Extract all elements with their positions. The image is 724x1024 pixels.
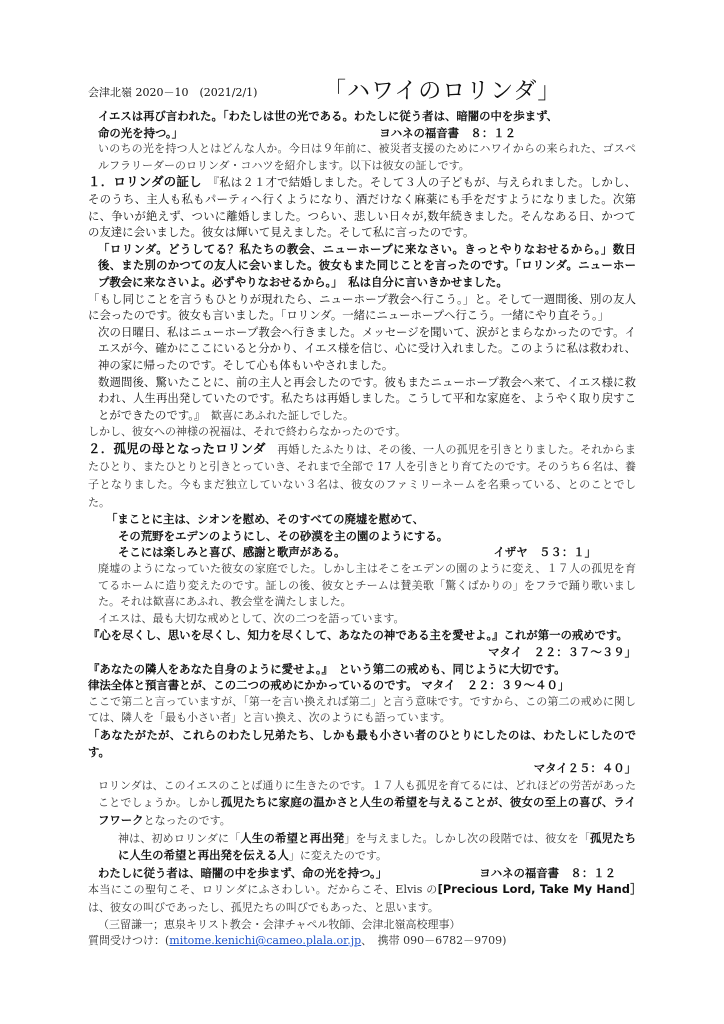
section2-p6c: 」を与えました。しかし次の段階では、彼女を「 — [344, 831, 590, 845]
closing-verse-row — [88, 865, 636, 882]
section2-quote2: その荒野をエデンのようにし、その砂漠を主の園のようにする。 — [118, 528, 449, 543]
phone-number: 、 携帯 090－6782－9709) — [361, 934, 507, 948]
section2-p7a: 本当にこの聖句こそ、ロリンダにふさわしい。だからこそ、Elvis の — [88, 883, 438, 897]
section2-p6 — [88, 830, 636, 865]
intro-verse-ref: ヨハネの福音書 ８：１２ — [379, 125, 516, 140]
section2-cmd1-ref: マタイ ２２：３７～３９」 — [488, 645, 636, 659]
section1-p4: 次の日曜日、私はニューホープ教会へ行きました。メッセージを聞いて、涙がとまらなかったのです。イエスが今、確かにここにいると分かり、イエス様を信じ、心に受け入れました。このように私は救われ、神の家に帰ったのです。そして心も体もいやされました。 — [98, 324, 636, 372]
section2-quote3: そこには楽しみと喜び、感謝と歌声がある。 — [118, 545, 346, 560]
section2-p5a: ロリンダは、このイエスのことば通りに生きたのです。１７人も孤児を育てるには、どれほどの労苦があったことでしょうか。しかし — [98, 778, 636, 810]
section1-p2: 「ロリンダ。どうしてる？私たちの教会、ニューホープに来なさい。きっとやりなおせるから。」数日後、また別のかつての友人に会いました。彼女もまた同じことを言ったのです。「ロリンダ。ニューホープ教会に来なさいよ。必ずやりなおせるから。」 私は自分に言いきかせました。 — [98, 241, 636, 289]
section1-p5 — [88, 374, 636, 425]
section2-p1-text: 再婚したふたりは、その後、一人の孤児を引きとりました。それからまたひとり、またひとりと引きとっていき、それまで全部で 17 人を引きとり育てたのです。そのうち６名は、養子となりました。今もまだ独立していない３名は、彼女のファミリーネームを名乗っている、とのことでした。 — [88, 442, 636, 509]
footer-contact — [88, 933, 636, 950]
closing-verse: わたしに従う者は、暗闇の中を歩まず、命の光を持つ。」 — [98, 865, 388, 880]
article-body — [88, 108, 636, 950]
section2-heading: ２．孤児の母となったロリンダ — [88, 440, 266, 456]
intro-verse-row — [88, 125, 636, 142]
section2-p6e: 」に変えたのです。 — [288, 849, 387, 863]
intro-text: いのちの光を持つ人とはどんな人か。今日は９年前に、被災者支援のためにハワイからの来られた、ゴスペルフラリーダーのロリンダ・コハツを紹介します。以下は彼女の証しです。 — [98, 142, 636, 172]
section1-p5-text: 数週間後、驚いたことに、前の主人と再会したのです。彼もまたニューホープ教会へ来て、イエス様に救われ、人生再出発していたのです。私たちは再婚しました。こうして平和な家庭を、ようやく取り戻すことができたのです。』 — [98, 374, 636, 422]
footer-author: （三留謙一；恵泉キリスト教会・会津チャペル牧師、会津北嶺高校理事） — [98, 917, 461, 931]
section2-p5 — [88, 777, 636, 830]
section1-p3: 「もし同じことを言うもひとりが現れたら、ニューホープ教会へ行こう。」と。そして一週間後、別の友人に会ったのです。彼女も言いました。「ロリンダ。一緒にニューホープへ行こう。一緒にやり直そう。」 — [88, 291, 636, 323]
section2-p5c: となったのです。 — [143, 813, 231, 827]
intro-verse-line2: 命の光を持つ。」 — [98, 125, 183, 140]
section2-quote1: 「まことに主は、シオンを慰め、そのすべての廃墟を慰めて、 — [106, 512, 425, 527]
section2-p5b: 孤児たちに家庭の温かさと人生の希望を与えることが、彼女の至上の喜び、ライフワーク — [98, 795, 636, 827]
section2-q2: 「あなたがたが、これらのわたし兄弟たち、しかも最も小さい者のひとりにしたのは、わたしにしたのです。 — [88, 727, 636, 759]
section2-cmd3-text: 律法全体と預言書とが、この二つの戒めにかかっているのです。 — [88, 678, 418, 693]
section2-p7c: は、彼女の叫びであったし、孤児たちの叫びでもあった、と思います。 — [88, 900, 439, 914]
section2-q2-ref: マタイ２５：４０」 — [533, 761, 636, 776]
section2-p4: ここで第二と言っていますが、「第一を言い換えれば第二」と言う意味です。ですから、この第二の戒めに関しては、隣人を「最も小さい者」と言い換え、次のようにも語っています。 — [88, 694, 636, 725]
email-link[interactable]: mitome.kenichi@cameo.plala.or.jp — [169, 934, 362, 948]
section2-p6a: 神は、初めロリンダに「 — [118, 831, 241, 845]
section2-cmd3-ref: マタイ ２２：３９～４０」 — [421, 678, 570, 693]
section1-p5-tail: 歓喜にあふれた証しでした。 — [211, 408, 355, 422]
section2-p7b: [Precious Lord, Take My Hand］ — [437, 882, 636, 897]
section2-cmd3 — [88, 677, 636, 694]
header — [88, 72, 648, 102]
section2-p3: イエスは、最も大切な戒めとして、次の二つを語っています。 — [98, 611, 405, 625]
contact-label: 質問受けつけ：( — [88, 934, 170, 948]
section2-cmd2: 『あなたの隣人をあなた自身のように愛せよ。』 という第二の戒めも、同じように大切です。 — [88, 661, 566, 676]
closing-verse-ref: ヨハネの福音書 ８：１２ — [479, 865, 616, 880]
section2-p6b: 人生の希望と再出発 — [240, 830, 345, 845]
section2-p1 — [88, 441, 636, 511]
issue-info: 会津北嶺 2020－10 (2021/2/1) — [88, 86, 258, 99]
section2-p2: 廃墟のようになっていた彼女の家庭でした。しかし主はそこをエデンの園のように変え、１７人の孤児を育てるホームに造り変えたのです。証しの後、彼女とチームは賛美歌「驚くばかりの」をフラで踊り歌いました。それは歓喜にあふれ、教会堂を満たしました。 — [98, 562, 636, 609]
section2-p6d: 孤児たちに人生の希望と再出発を伝える人 — [118, 830, 636, 863]
section1-p1-text: 『私は２１才で結婚しました。そして３人の子どもが、与えられました。しかし、そのうち、主人も私もパーティへ行くようになり、酒だけなく麻薬にも手をだすようになりました。次第に、争いが絶えず、ついに離婚しました。つらい、悲しい日々が,数年続きました。そんなある日、かつての友達に会いました。彼女は輝いて見えました。そして私に言ったのです。 — [88, 175, 636, 240]
section1-heading: １．ロリンダの証し — [88, 174, 202, 190]
section2-quote3-row — [88, 544, 636, 561]
section1-p6: しかし、彼女への神様の祝福は、それで終わらなかったのです。 — [88, 425, 407, 439]
page-title: 「ハワイのロリンダ」 — [323, 78, 562, 104]
section2-quote-ref: イザヤ ５３：１」 — [493, 545, 596, 560]
section2-cmd1: 『心を尽くし、思いを尽くし、知力を尽くして、あなたの神である主を愛せよ。』これが第一の戒めです。 — [88, 628, 628, 643]
section2-p7 — [88, 881, 636, 916]
intro-verse-line1: イエスは再び言われた。「わたしは世の光である。わたしに従う者は、暗闇の中を歩まず、 — [98, 109, 558, 123]
section1-p1 — [88, 174, 636, 240]
